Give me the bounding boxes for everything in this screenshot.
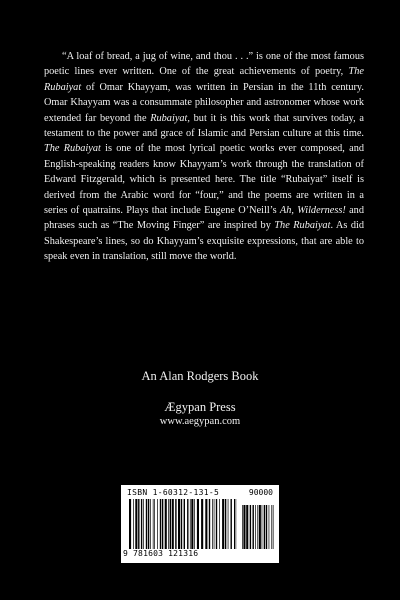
barcode-bar (141, 499, 142, 549)
barcode-bar (129, 499, 131, 549)
barcode-bar (259, 505, 261, 549)
barcode-bar (246, 505, 248, 549)
barcode-bar (212, 499, 213, 549)
barcode-bar (150, 499, 151, 549)
press-url: www.aegypan.com (159, 416, 241, 427)
blurb-text-5: and phrases such as “The Moving Finger” are inspired by (44, 205, 364, 232)
barcode-bar (234, 499, 235, 549)
barcode-bar (243, 505, 245, 549)
blurb-title-rubaiyat: The Rubaiyat (44, 143, 101, 155)
barcode-bar (190, 499, 191, 549)
blurb-text-4: is one of the most lyrical poetic works ever composed, and English-speaking readers know Khayyam’s work through the translation of Edward Fitzgerald, which is presented here. The title “Rubaiyat” itself is derived from the Arabic word for “four,” and the poems are written in a series of quatrains. Plays that include Eugene O’Neill’s (44, 143, 364, 217)
barcode-bar (219, 499, 220, 549)
barcode-bar (257, 505, 258, 549)
addon-barcode-bars (242, 505, 274, 549)
barcode-bar (228, 499, 229, 549)
isbn-barcode (121, 485, 279, 563)
barcode-bar (172, 499, 174, 549)
blurb-paragraph (44, 49, 364, 265)
barcode-bar (264, 505, 265, 549)
barcode-bar (214, 499, 215, 549)
blurb-text-2: of Omar Khayyam, was written in Persian in the 11th century. Omar Khayyam was a consummate philosopher and astronomer whose work extended far beyond the (44, 81, 364, 124)
barcode-bar (135, 499, 137, 549)
isbn-label: ISBN 1-60312-131-5 (127, 488, 220, 497)
ean-barcode-bars (129, 499, 237, 549)
barcode-bar (162, 499, 163, 549)
blurb-text-1: “A loaf of bread, a jug of wine, and thou . . .” is one of the most famous poetic lines ever written. One of the great achievements of poetry, (44, 51, 364, 78)
barcode-bar (225, 499, 226, 549)
press-name: Ægypan Press (164, 400, 236, 414)
barcode-bar (209, 499, 210, 549)
barcode-bar (184, 499, 185, 549)
barcode-bar (194, 499, 195, 549)
barcode-bar (269, 505, 270, 549)
barcode-bar (216, 499, 217, 549)
barcode-bar (170, 499, 171, 549)
barcode-bar (146, 499, 147, 549)
barcode-bar (205, 499, 207, 549)
barcode-bar (250, 505, 251, 549)
barcode-bar (133, 499, 134, 549)
barcode-bar (187, 499, 188, 549)
barcode-bar (197, 499, 199, 549)
barcode-bar (201, 499, 203, 549)
blurb-title-rubaiyat: The Rubaiyat (274, 220, 331, 232)
blurb-text-3: but it is this work that survives today, a testament to the power and grace of Islamic and Persian culture at this time. (44, 112, 364, 140)
barcode-bar (255, 505, 256, 549)
barcode-bar (266, 505, 267, 549)
price-code-label: 90000 (248, 488, 273, 497)
barcode-bar (242, 505, 243, 549)
barcode-bar (273, 505, 274, 549)
barcode-bar (222, 499, 224, 549)
barcode-bar (143, 499, 144, 549)
blurb-text-6: . As did Shakespeare’s lines, so do Khayyam’s exquisite expressions, that are able to speak even in translation, still move the world. (44, 220, 365, 263)
barcode-bar (138, 499, 139, 549)
publisher-book-line: An Alan Rodgers Book (141, 369, 259, 383)
barcode-bar (231, 499, 232, 549)
barcode-bar (253, 505, 254, 549)
barcode-bar (191, 499, 193, 549)
barcode-bar (168, 499, 169, 549)
blurb-title-rubaiyat: Rubaiyat, (150, 112, 190, 124)
barcode-bar (262, 505, 263, 549)
barcode-bar (157, 499, 158, 549)
barcode-bar (153, 499, 154, 549)
barcode-bar (181, 499, 182, 549)
barcode-bar (148, 499, 149, 549)
barcode-bar (178, 499, 180, 549)
blurb-title-rubaiyat: The Rubaiyat (44, 66, 364, 93)
barcode-bar (165, 499, 167, 549)
ean-digits: 9 781603 121316 (123, 549, 199, 558)
blurb-title-ah-wilderness: Ah, Wilderness! (279, 205, 346, 217)
barcode-bar (160, 499, 161, 549)
barcode-bar (175, 499, 176, 549)
barcode-bar (154, 499, 155, 549)
barcode-bar (271, 505, 272, 549)
